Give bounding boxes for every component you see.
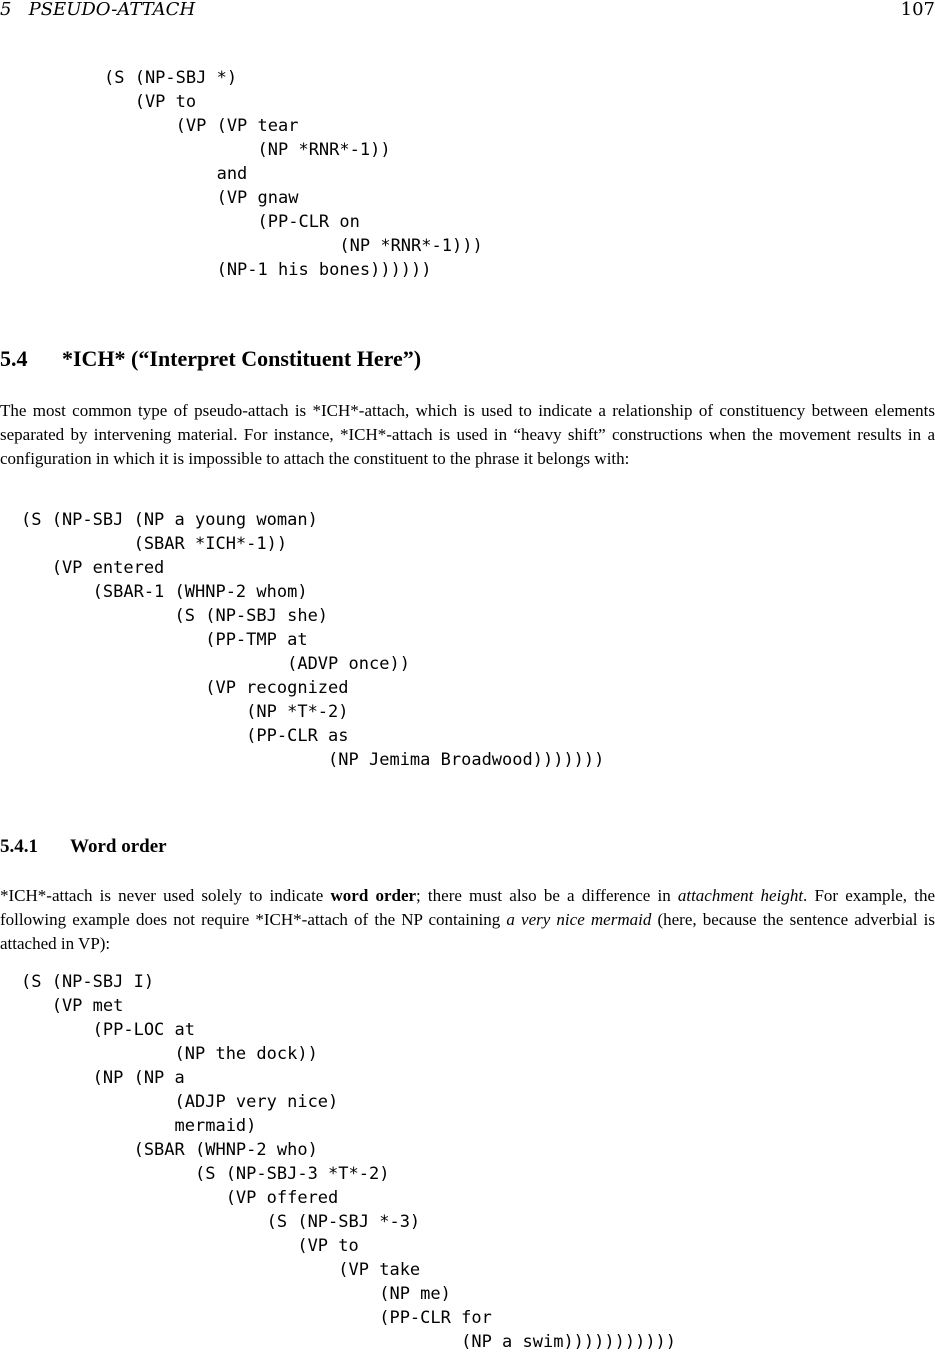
paragraph-text: ; there must also be a difference in — [416, 886, 678, 905]
italic-example: a very nice mermaid — [506, 910, 652, 929]
paragraph-ich-intro: The most common type of pseudo-attach is *ICH*-attach, which is used to indicate a relationship of constituency between elements separated by intervening material. For instance, *ICH*-attach is used in “heavy shift” constructions when the movement results in a configuration in which it is impossible to attach the constituent to the phrase it belongs with: — [0, 401, 935, 468]
section-heading-5-4 — [0, 345, 421, 373]
section-title: *ICH* (“Interpret Constituent Here”) — [62, 346, 422, 371]
paragraph-word-order — [0, 884, 935, 956]
code-block-word-order-example: (S (NP-SBJ I) (VP met (PP-LOC at (NP the dock)) (NP (NP a (ADJP very nice) mermaid) (SBAR (WHNP-2 who) (S (NP-SBJ-3 *T*-2) (VP offered (S (NP-SBJ *-3) (VP to (VP take (NP me) (PP-CLR for (NP a swim))))))))))) — [21, 972, 677, 1352]
running-header-section: 5 PSEUDO-ATTACH — [0, 0, 196, 20]
subsection-title: Word order — [70, 836, 167, 857]
page-number: 107 — [900, 0, 935, 20]
italic-term: attachment height — [677, 886, 804, 905]
code-block-rnr-example: (S (NP-SBJ *) (VP to (VP (VP tear (NP *RNR*-1)) and (VP gnaw (PP-CLR on (NP *RNR*-1))) (NP-1 his bones)))))) — [104, 68, 483, 280]
paragraph-text: *ICH*-attach is never used solely to indicate — [0, 886, 331, 905]
code-block-ich-example: (S (NP-SBJ (NP a young woman) (SBAR *ICH*-1)) (VP entered (SBAR-1 (WHNP-2 whom) (S (NP-SBJ she) (PP-TMP at (ADVP once)) (VP recognized (NP *T*-2) (PP-CLR as (NP Jemima Broadwood))))))) — [21, 510, 605, 770]
section-number: 5.4 — [0, 346, 28, 371]
paragraph-text: (here, because the sentence adverbial is attached in VP): — [0, 910, 935, 953]
paragraph-text: . For example, the following example does not require *ICH*-attach of the NP containing — [0, 886, 935, 929]
bold-term: word order — [330, 886, 417, 905]
subsection-number: 5.4.1 — [0, 836, 38, 857]
subsection-heading-5-4-1 — [0, 835, 167, 859]
